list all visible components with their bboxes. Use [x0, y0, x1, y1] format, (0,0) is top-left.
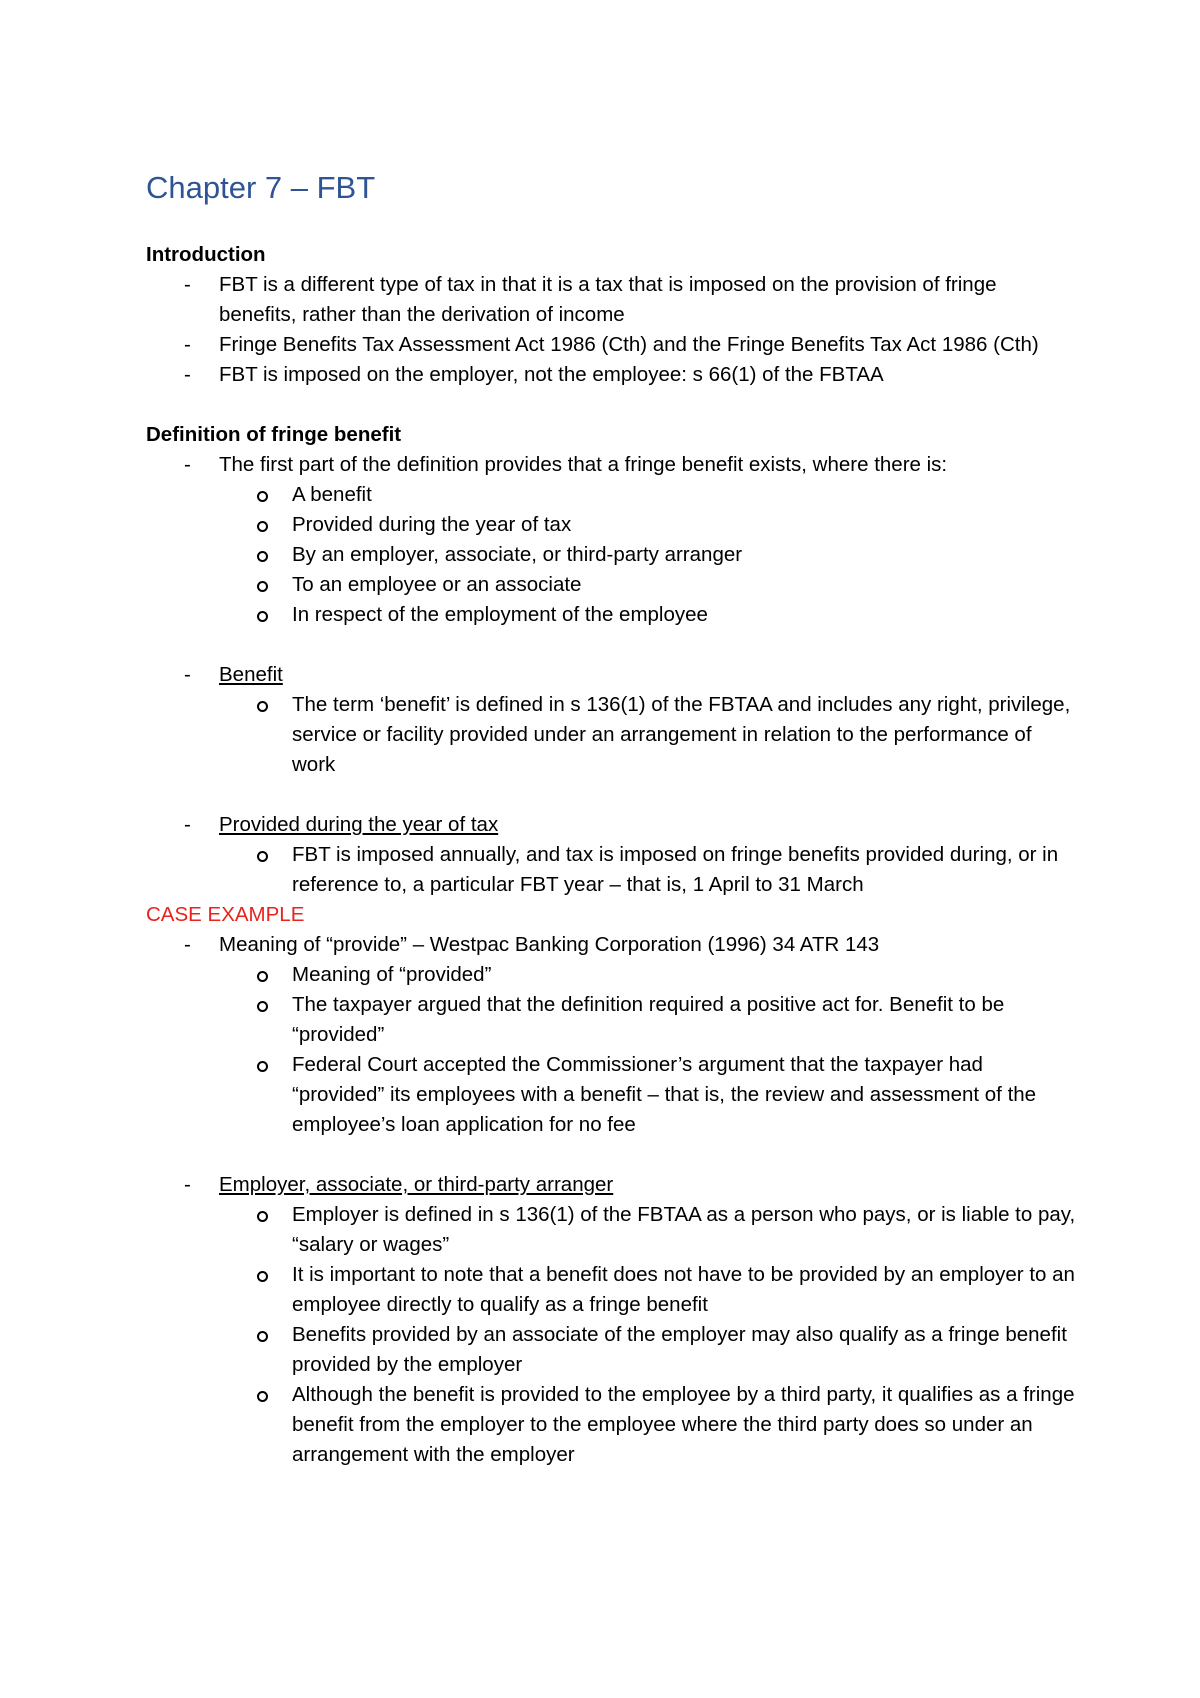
dash-bullet-icon: -: [184, 663, 191, 686]
sub-list-item: Although the benefit is provided to the employee by a third party, it qualifies as a fringe benefit from the employer to the employee where the third party does so under an arrangement with the employer: [292, 1380, 1076, 1470]
sub-list-item: In respect of the employment of the employee: [292, 600, 1076, 630]
employer-associate-list: [146, 1170, 1076, 1470]
circle-bullet-icon: [257, 1271, 268, 1282]
sub-list-item: Benefits provided by an associate of the employer may also qualify as a fringe benefit provided by the employer: [292, 1320, 1076, 1380]
case-example-list: [146, 930, 1076, 1140]
definition-list: [146, 450, 1076, 630]
circle-bullet-icon: [257, 1331, 268, 1342]
benefit-list: [146, 660, 1076, 780]
sub-list: [219, 840, 1076, 900]
list-item: - Meaning of “provide” – Westpac Banking Corporation (1996) 34 ATR 143 Meaning of “provided” The taxpayer argued that the definition required a positive act for. Benefit to be “provided” Federal Court accepted the Commissioner’s argument that the taxpayer had “provided” its employees with a benefit – that is, the review and assessment of the employee’s loan application for no fee: [219, 930, 1076, 1140]
subheading-benefit: Benefit: [219, 663, 283, 686]
sub-list-item: The term ‘benefit’ is defined in s 136(1) of the FBTAA and includes any right, privilege, service or facility provided under an arrangement in relation to the performance of work: [292, 690, 1076, 780]
case-example-label: CASE EXAMPLE: [146, 903, 305, 926]
circle-bullet-icon: [257, 611, 268, 622]
circle-bullet-icon: [257, 1001, 268, 1012]
sub-list-item: The taxpayer argued that the definition required a positive act for. Benefit to be “provided”: [292, 990, 1076, 1050]
sub-list-item: Employer is defined in s 136(1) of the FBTAA as a person who pays, or is liable to pay, “salary or wages”: [292, 1200, 1076, 1260]
sub-list: [219, 480, 1076, 630]
list-item: [184, 1170, 1076, 1470]
sub-list: [219, 690, 1076, 780]
circle-bullet-icon: [257, 1211, 268, 1222]
list-item: - The first part of the definition provides that a fringe benefit exists, where there is: A benefit Provided during the year of tax By an employer, associate, or third-party arranger To an employee or an associate In respect of the employment of the employee: [219, 450, 1076, 630]
document-body: [146, 240, 1076, 1470]
sub-list-item: To an employee or an associate: [292, 570, 1076, 600]
dash-bullet-icon: -: [184, 363, 191, 386]
circle-bullet-icon: [257, 581, 268, 592]
section-heading-introduction: Introduction: [146, 243, 266, 266]
sub-list-item: Provided during the year of tax: [292, 510, 1076, 540]
page-title: Chapter 7 – FBT: [146, 170, 376, 205]
dash-bullet-icon: -: [184, 273, 191, 296]
circle-bullet-icon: [257, 521, 268, 532]
circle-bullet-icon: [257, 851, 268, 862]
dash-bullet-icon: -: [184, 333, 191, 356]
provided-year-list: [146, 810, 1076, 900]
circle-bullet-icon: [257, 551, 268, 562]
sub-list-item: Meaning of “provided”: [292, 960, 1076, 990]
list-item: [184, 660, 1076, 780]
sub-list-item: A benefit: [292, 480, 1076, 510]
sub-list-item: It is important to note that a benefit does not have to be provided by an employer to an employee directly to qualify as a fringe benefit: [292, 1260, 1076, 1320]
dash-bullet-icon: -: [184, 813, 191, 836]
list-item: - FBT is a different type of tax in that it is a tax that is imposed on the provision of fringe benefits, rather than the derivation of income: [219, 270, 1076, 330]
circle-bullet-icon: [257, 1391, 268, 1402]
spacer: [146, 630, 1076, 660]
dash-bullet-icon: -: [184, 1173, 191, 1196]
dash-bullet-icon: -: [184, 933, 191, 956]
subheading-provided-year: Provided during the year of tax: [219, 813, 499, 836]
circle-bullet-icon: [257, 1061, 268, 1072]
subheading-employer-associate: Employer, associate, or third-party arranger: [219, 1173, 614, 1196]
spacer: [146, 1140, 1076, 1170]
section-heading-definition: Definition of fringe benefit: [146, 423, 402, 446]
circle-bullet-icon: [257, 491, 268, 502]
sub-list: [219, 960, 1076, 1140]
introduction-list: [146, 270, 1076, 390]
dash-bullet-icon: -: [184, 453, 191, 476]
circle-bullet-icon: [257, 971, 268, 982]
list-item: - FBT is imposed on the employer, not the employee: s 66(1) of the FBTAA: [219, 360, 1076, 390]
sub-list: [219, 1200, 1076, 1470]
sub-list-item: FBT is imposed annually, and tax is imposed on fringe benefits provided during, or in reference to, a particular FBT year – that is, 1 April to 31 March: [292, 840, 1076, 900]
sub-list-item: By an employer, associate, or third-party arranger: [292, 540, 1076, 570]
sub-list-item: Federal Court accepted the Commissioner’s argument that the taxpayer had “provided” its employees with a benefit – that is, the review and assessment of the employee’s loan application for no fee: [292, 1050, 1076, 1140]
list-item: - Fringe Benefits Tax Assessment Act 1986 (Cth) and the Fringe Benefits Tax Act 1986 (Cth): [219, 330, 1076, 360]
list-item: [184, 810, 1076, 900]
spacer: [146, 780, 1076, 810]
circle-bullet-icon: [257, 701, 268, 712]
spacer: [146, 390, 1076, 420]
